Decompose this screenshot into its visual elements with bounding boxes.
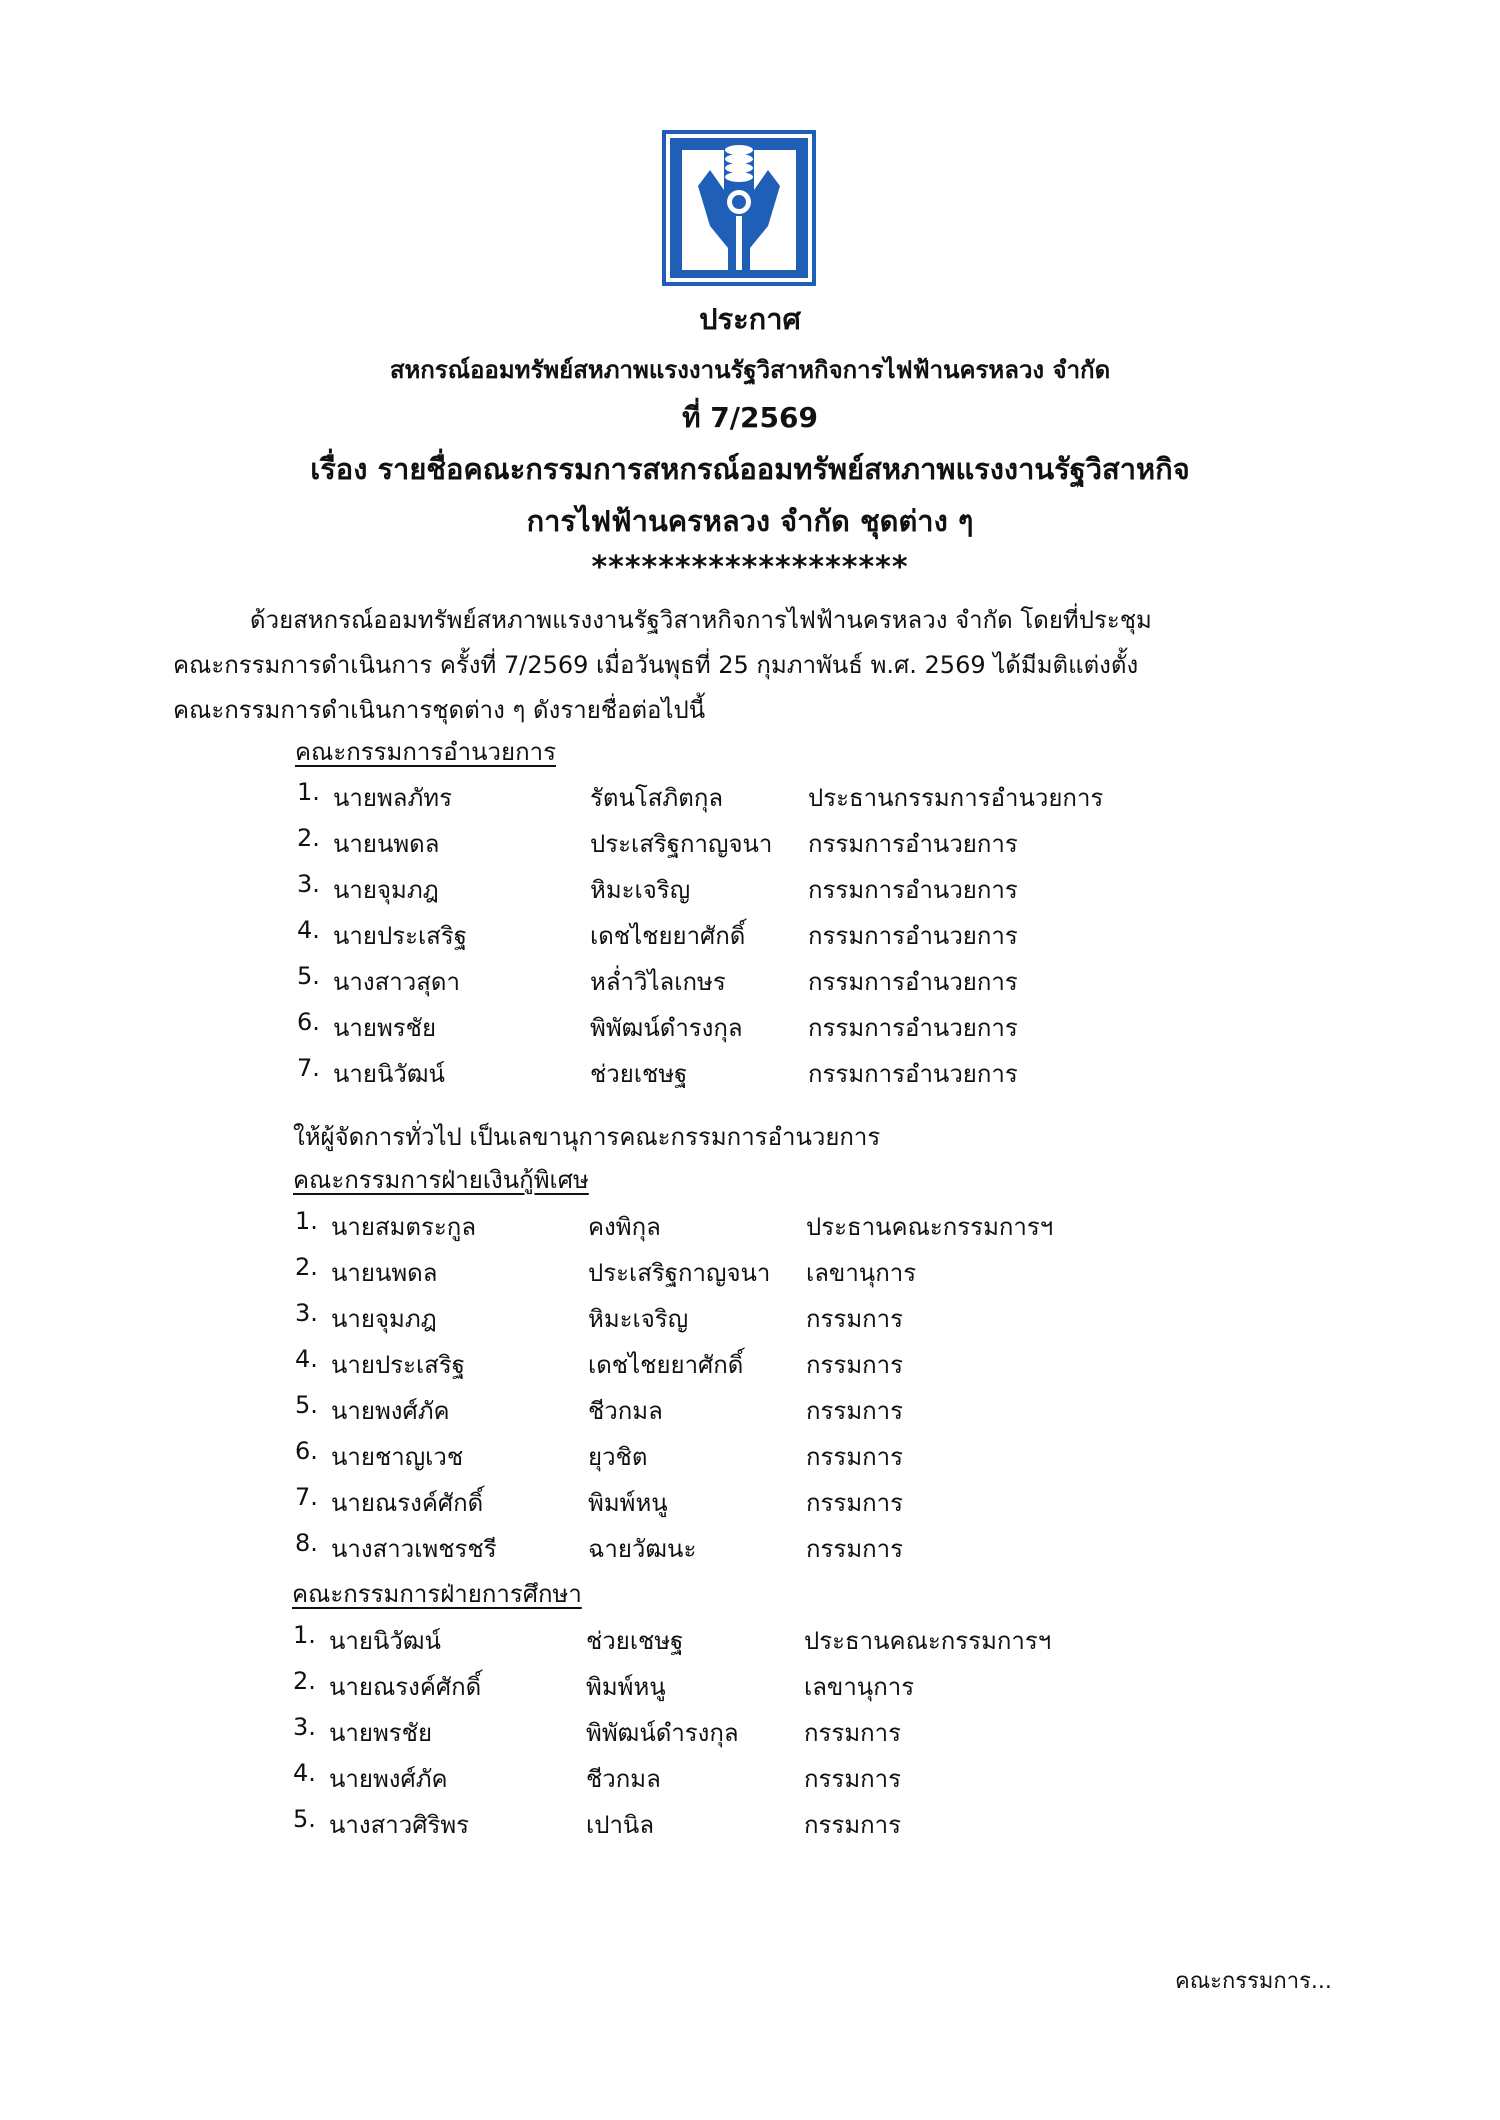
member-name: นายพงศ์ภัค	[331, 1397, 450, 1425]
member-surname: เดชไชยยาศักดิ์	[588, 1351, 744, 1379]
member-role: กรรมการ	[806, 1305, 904, 1333]
member-number: 2.	[297, 824, 320, 852]
member-role: ประธานคณะกรรมการฯ	[806, 1213, 1054, 1241]
member-number: 4.	[297, 916, 320, 944]
member-number: 6.	[295, 1437, 318, 1465]
member-number: 3.	[295, 1299, 318, 1327]
member-name: นายนิวัฒน์	[329, 1627, 441, 1655]
member-number: 5.	[297, 962, 320, 990]
member-surname: ช่วยเชษฐ	[586, 1627, 684, 1655]
member-name: นางสาวศิริพร	[329, 1811, 470, 1839]
member-name: นายสมตระกูล	[331, 1213, 477, 1241]
member-surname: พิพัฒน์ดำรงกุล	[590, 1014, 743, 1042]
member-surname: หิมะเจริญ	[590, 876, 691, 904]
member-number: 3.	[297, 870, 320, 898]
member-role: เลขานุการ	[804, 1673, 915, 1701]
announcement-title: ประกาศ	[699, 302, 801, 336]
member-surname: ชีวกมล	[586, 1765, 661, 1793]
member-role: กรรมการอำนวยการ	[808, 830, 1018, 858]
cooperative-logo	[662, 130, 816, 286]
member-surname: เปานิล	[586, 1811, 655, 1839]
subject-line-1: เรื่อง รายชื่อคณะกรรมการสหกรณ์ออมทรัพย์สหภาพแรงงานรัฐวิสาหกิจ	[310, 452, 1190, 486]
member-number: 6.	[297, 1008, 320, 1036]
member-name: นายจุมภฎ	[333, 876, 439, 904]
member-surname: รัตนโสภิตกุล	[590, 784, 724, 812]
member-role: กรรมการ	[806, 1443, 904, 1471]
member-name: นายประเสริฐ	[333, 922, 467, 950]
member-surname: ฉายวัฒนะ	[588, 1535, 697, 1563]
organization-name: สหกรณ์ออมทรัพย์สหภาพแรงงานรัฐวิสาหกิจการไฟฟ้านครหลวง จำกัด	[389, 356, 1111, 384]
member-number: 7.	[297, 1054, 320, 1082]
member-number: 7.	[295, 1483, 318, 1511]
member-role: ประธานคณะกรรมการฯ	[804, 1627, 1052, 1655]
member-number: 4.	[295, 1345, 318, 1373]
member-name: นายนิวัฒน์	[333, 1060, 445, 1088]
member-name: นายพลภัทร	[333, 784, 453, 812]
member-role: กรรมการ	[806, 1489, 904, 1517]
member-surname: ช่วยเชษฐ	[590, 1060, 688, 1088]
member-surname: ประเสริฐกาญจนา	[588, 1259, 771, 1287]
secretary-note: ให้ผู้จัดการทั่วไป เป็นเลขานุการคณะกรรมการอำนวยการ	[293, 1123, 881, 1151]
member-role: กรรมการ	[804, 1811, 902, 1839]
member-number: 2.	[295, 1253, 318, 1281]
subject-line-2: การไฟฟ้านครหลวง จำกัด ชุดต่าง ๆ	[526, 504, 974, 538]
member-surname: ยุวชิต	[588, 1443, 648, 1471]
member-surname: หิมะเจริญ	[588, 1305, 689, 1333]
committee-title: คณะกรรมการฝ่ายการศึกษา	[292, 1580, 582, 1608]
separator-stars: *******************	[591, 550, 909, 585]
member-name: นายจุมภฎ	[331, 1305, 437, 1333]
member-name: นายประเสริฐ	[331, 1351, 465, 1379]
member-name: นายพรชัย	[333, 1014, 437, 1042]
member-surname: พิพัฒน์ดำรงกุล	[586, 1719, 739, 1747]
member-number: 3.	[293, 1713, 316, 1741]
member-name: นางสาวเพชรชรี	[331, 1535, 497, 1563]
intro-line-3: คณะกรรมการดำเนินการชุดต่าง ๆ ดังรายชื่อต่อไปนี้	[173, 696, 706, 724]
member-role: กรรมการอำนวยการ	[808, 1014, 1018, 1042]
member-name: นายนพดล	[333, 830, 440, 858]
member-role: กรรมการอำนวยการ	[808, 876, 1018, 904]
member-surname: พิมพ์หนู	[586, 1673, 666, 1701]
member-role: ประธานกรรมการอำนวยการ	[808, 784, 1104, 812]
member-surname: ประเสริฐกาญจนา	[590, 830, 773, 858]
member-number: 8.	[295, 1529, 318, 1557]
member-surname: คงพิกุล	[588, 1213, 661, 1241]
member-surname: เดชไชยยาศักดิ์	[590, 922, 746, 950]
member-role: กรรมการอำนวยการ	[808, 968, 1018, 996]
member-role: กรรมการ	[806, 1397, 904, 1425]
member-number: 5.	[295, 1391, 318, 1419]
member-number: 1.	[297, 778, 320, 806]
member-surname: ชีวกมล	[588, 1397, 663, 1425]
member-role: กรรมการ	[804, 1719, 902, 1747]
member-number: 5.	[293, 1805, 316, 1833]
member-role: เลขานุการ	[806, 1259, 917, 1287]
intro-line-1: ด้วยสหกรณ์ออมทรัพย์สหภาพแรงงานรัฐวิสาหกิจการไฟฟ้านครหลวง จำกัด โดยที่ประชุม	[250, 606, 1152, 634]
member-role: กรรมการ	[804, 1765, 902, 1793]
member-number: 1.	[293, 1621, 316, 1649]
member-role: กรรมการอำนวยการ	[808, 922, 1018, 950]
committee-title: คณะกรรมการอำนวยการ	[295, 738, 556, 766]
member-name: นางสาวสุดา	[333, 968, 460, 996]
member-surname: หล่ำวิไลเกษร	[590, 968, 726, 996]
member-name: นายนพดล	[331, 1259, 438, 1287]
member-name: นายชาญเวช	[331, 1443, 464, 1471]
announcement-number: ที่ 7/2569	[682, 401, 818, 434]
member-number: 4.	[293, 1759, 316, 1787]
member-name: นายณรงค์ศักดิ์	[331, 1489, 484, 1517]
member-number: 1.	[295, 1207, 318, 1235]
member-surname: พิมพ์หนู	[588, 1489, 668, 1517]
member-role: กรรมการ	[806, 1351, 904, 1379]
intro-line-2: คณะกรรมการดำเนินการ ครั้งที่ 7/2569 เมื่อวันพุธที่ 25 กุมภาพันธ์ พ.ศ. 2569 ได้มีมติแต่งตั้ง	[173, 651, 1139, 679]
member-role: กรรมการ	[806, 1535, 904, 1563]
member-role: กรรมการอำนวยการ	[808, 1060, 1018, 1088]
member-name: นายพงศ์ภัค	[329, 1765, 448, 1793]
continuation-text: คณะกรรมการ...	[1175, 1969, 1332, 1994]
member-name: นายพรชัย	[329, 1719, 433, 1747]
committee-title: คณะกรรมการฝ่ายเงินกู้พิเศษ	[293, 1166, 589, 1194]
member-name: นายณรงค์ศักดิ์	[329, 1673, 482, 1701]
member-number: 2.	[293, 1667, 316, 1695]
